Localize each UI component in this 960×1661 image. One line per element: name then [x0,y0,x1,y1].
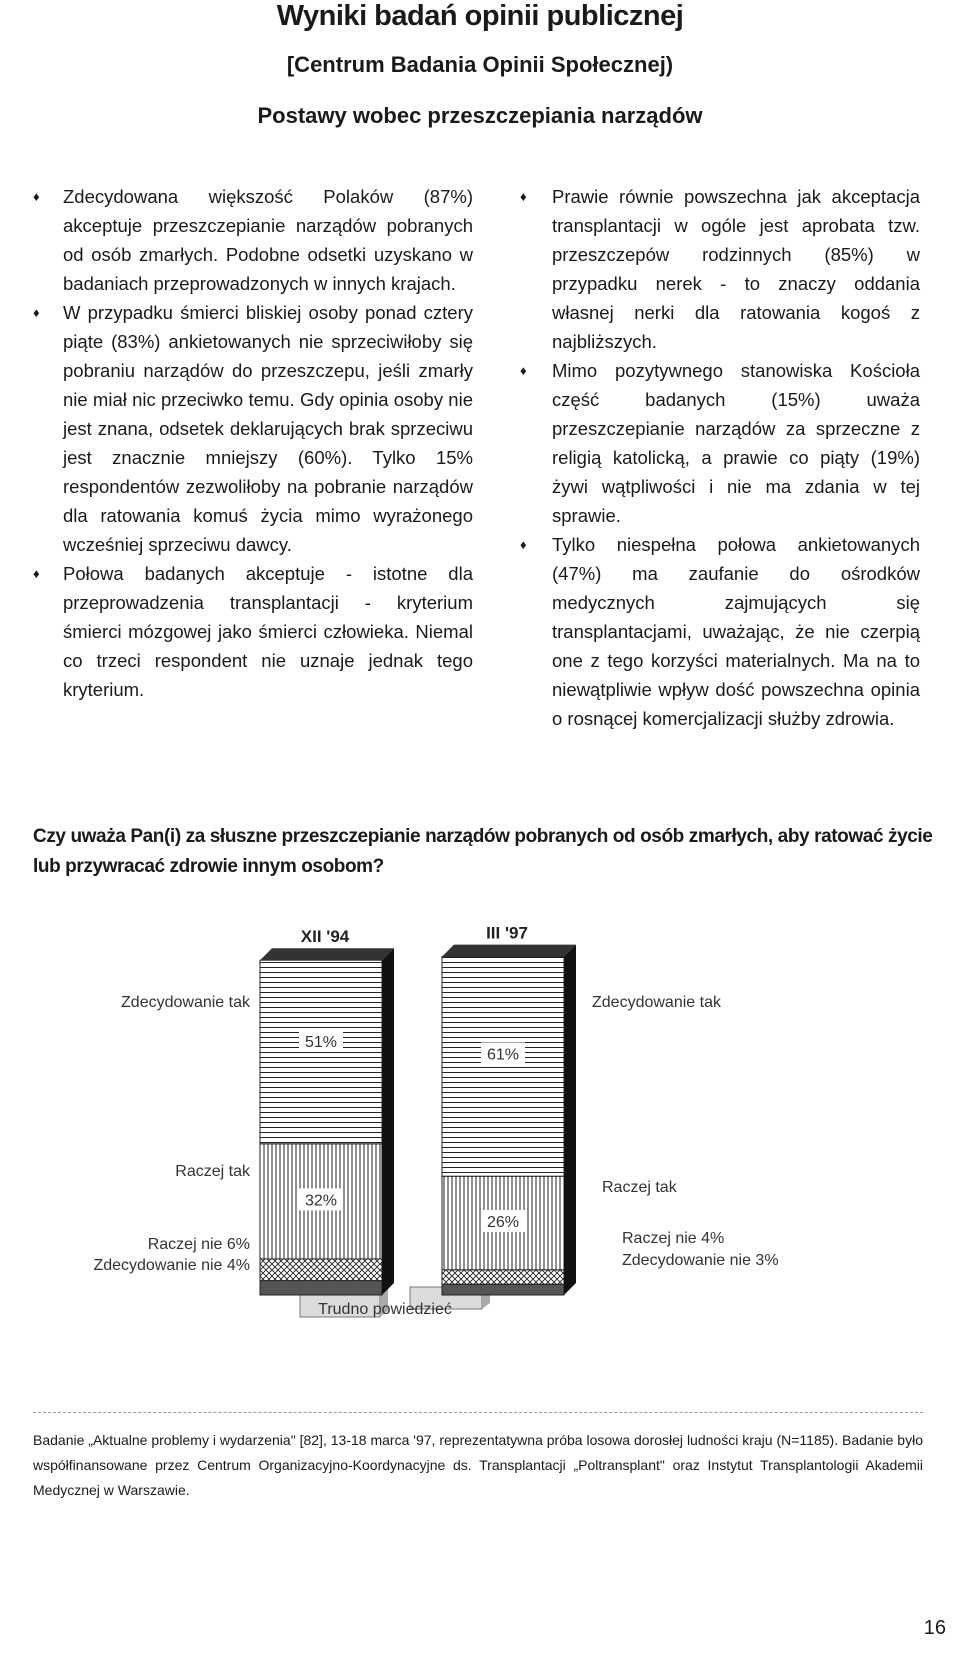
diamond-bullet-icon: ♦ [520,363,527,378]
page-title: Wyniki badań opinii publicznej [276,0,684,32]
bar-value-label: 26% [486,1214,520,1231]
bar-segment-zdecydowanie-tak [442,957,564,1177]
finding-text: Prawie równie powszechna jak akceptacja transplantacji w ogóle jest aprobata tzw. przeszczepów rodzinnych (85%) w przypadku nerek - to znaczy oddania własnej nerki dla ratowania kogoś z najbliższych. [552,186,920,352]
left-label-zdecydowanie-nie: Zdecydowanie nie 4% [93,1257,250,1274]
bottom-label-trudno-powiedziec: Trudno powiedzieć [318,1301,452,1318]
right-label-raczej-nie: Raczej nie 4% [622,1230,725,1247]
bar-3d-top [442,945,576,957]
finding-text: W przypadku śmierci bliskiej osoby ponad cztery piąte (83%) ankietowanych nie sprzeciwiłoby się pobraniu narządów do przeszczepu, jeśli zmarły nie miał nic przeciwko temu. Gdy opinia osoby nie jest znana, odsetek deklarujących brak sprzeciwu jest znacznie mniejszy (60%). Tylko 15% respondentów zezwoliłoby na pobranie narządów dla ratowania komuś życia mimo wyrażonego wcześniej sprzeciwu dawcy. [63,302,473,555]
bar-3d-side [564,945,576,1295]
source-subtitle: [Centrum Badania Opinii Społecznej) [286,52,674,77]
survey-footnote: Badanie „Aktualne problemy i wydarzenia" [82], 13-18 marca '97, reprezentatywna próba losowa dorosłej ludności kraju (N=1185). Badanie było współfinansowane przez Centrum Organizacyjno-Koordynacyjne ds. Transplantacji „Poltransplant" oraz Instytut Transplantologii Akademii Medycznej w Warszawie. [33,1432,923,1498]
right-label-zdecydowanie-nie: Zdecydowanie nie 3% [622,1252,779,1269]
findings-left-column [33,182,473,704]
survey-question: Czy uważa Pan(i) za słuszne przeszczepianie narządów pobranych od osób zmarłych, aby ratować życie lub przywracać zdrowie innym osobom? [33,826,933,877]
bar-value-label: 51% [304,1033,338,1051]
finding-text: Tylko niespełna połowa ankietowanych (47%) ma zaufanie do ośrodków medycznych zajmujących się transplantacjami, uważając, że nie czerpią one z tego korzyści materialnych. Ma na to niewątpliwie wpływ dość powszechna opinia o rosnącej komercjalizacji służby zdrowia. [552,534,920,729]
diamond-bullet-icon: ♦ [33,305,40,320]
bar-segment-zdecydowanie-tak [260,960,382,1144]
diamond-bullet-icon: ♦ [520,537,527,552]
page-number: 16 [923,1617,946,1639]
finding-item [520,356,920,530]
survey-chart [93,910,890,1410]
diamond-bullet-icon: ♦ [33,189,40,204]
chart-svg [93,910,890,1410]
bar-3d-side [382,948,394,1295]
right-label-zdecydowanie-tak: Zdecydowanie tak [592,994,721,1011]
category-label: III '97 [486,923,528,943]
left-label-raczej-nie: Raczej nie 6% [147,1236,250,1253]
diamond-bullet-icon: ♦ [33,566,40,581]
finding-item [33,298,473,559]
footnote-divider [33,1412,923,1413]
finding-item [33,559,473,704]
bar-3d-top [260,948,394,960]
finding-item [520,530,920,733]
diamond-bullet-icon: ♦ [520,189,527,204]
finding-item [520,182,920,356]
topic-heading: Postawy wobec przeszczepiania narządów [257,103,703,128]
bar-segment-zdecydowanie-nie [260,1281,382,1295]
finding-item [33,182,473,298]
finding-text: Mimo pozytywnego stanowiska Kościoła część badanych (15%) uważa przeszczepianie narządów za sprzeczne z religią katolicką, a prawie co piąty (19%) żywi wątpliwości i nie ma zdania w tej sprawie. [552,360,920,526]
category-label: XII '94 [300,927,350,947]
finding-text: Połowa badanych akceptuje - istotne dla przeprowadzenia transplantacji - kryterium śmierci mózgowej jako śmierci człowieka. Niemal co trzeci respondent nie uznaje jednak tego kryterium. [63,563,473,700]
left-label-raczej-tak: Raczej tak [175,1163,250,1180]
right-label-raczej-tak: Raczej tak [602,1179,677,1196]
left-label-zdecydowanie-tak: Zdecydowanie tak [121,994,250,1011]
bar-segment-raczej-nie [260,1259,382,1281]
bar-segment-raczej-nie [442,1270,564,1284]
bar-segment-zdecydowanie-nie [442,1284,564,1295]
bar-value-label: 32% [304,1192,338,1210]
finding-text: Zdecydowana większość Polaków (87%) akceptuje przeszczepianie narządów pobranych od osób zmarłych. Podobne odsetki uzyskano w badaniach przeprowadzonych w innych krajach. [63,186,473,294]
findings-right-column [520,182,920,733]
bar-value-label: 61% [486,1046,520,1064]
